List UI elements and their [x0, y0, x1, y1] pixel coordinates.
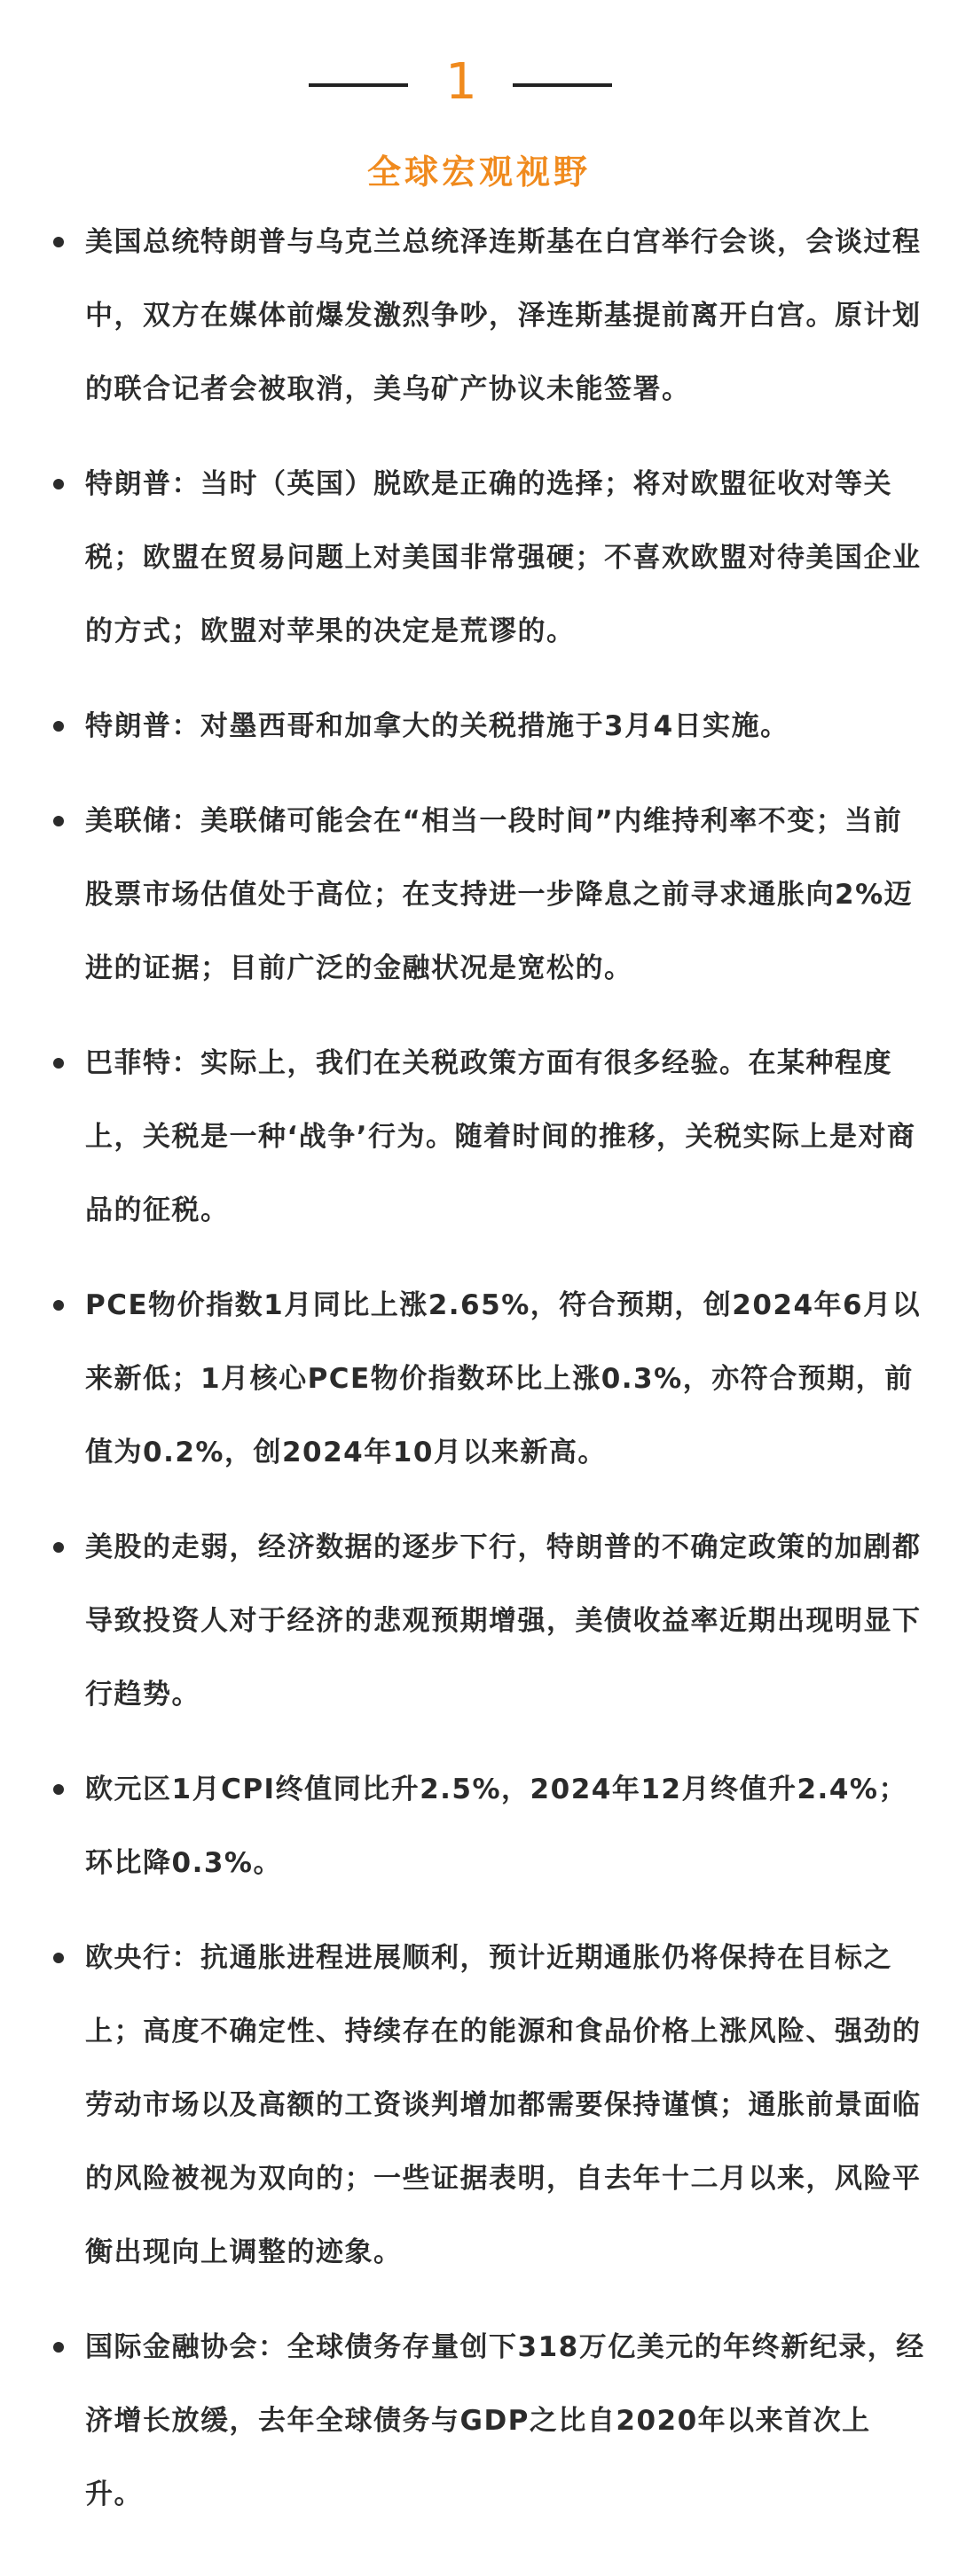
bullet-dot-icon [53, 479, 64, 489]
news-bullet-text: 特朗普：当时（英国）脱欧是正确的选择；将对欧盟征收对等关税；欧盟在贸易问题上对美国非常强硬；不喜欢欧盟对待美国企业的方式；欧盟对苹果的决定是荒谬的。 [85, 468, 922, 647]
news-bullet-item [50, 785, 928, 1006]
news-bullet-text: 特朗普：对墨西哥和加拿大的关税措施于3月4日实施。 [85, 710, 789, 742]
news-bullet-text: 美联储：美联储可能会在“相当一段时间”内维持利率不变；当前股票市场估值处于高位；在支持进一步降息之前寻求通胀向2%迈进的证据；目前广泛的金融状况是宽松的。 [85, 805, 914, 984]
news-bullet-text: PCE物价指数1月同比上涨2.65%，符合预期，创2024年6月以来新低；1月核心PCE物价指数环比上涨0.3%，亦符合预期，前值为0.2%，创2024年10月以来新高。 [85, 1289, 922, 1468]
bullet-dot-icon [53, 721, 64, 732]
news-bullet-list [50, 206, 928, 2553]
news-bullet-item [50, 1922, 928, 2290]
bullet-dot-icon [53, 1542, 64, 1553]
bullet-dot-icon [53, 816, 64, 826]
bullet-dot-icon [53, 1058, 64, 1069]
news-bullet-item [50, 448, 928, 669]
section-number: 1 [445, 53, 477, 111]
news-bullet-item [50, 1511, 928, 1732]
bullet-dot-icon [53, 1784, 64, 1795]
news-bullet-item [50, 1027, 928, 1248]
news-bullet-item [50, 206, 928, 427]
news-bullet-text: 巴菲特：实际上，我们在关税政策方面有很多经验。在某种程度上，关税是一种‘战争’行为。随着时间的推移，关税实际上是对商品的征税。 [85, 1047, 916, 1226]
news-bullet-item [50, 690, 928, 763]
bullet-dot-icon [53, 1953, 64, 1963]
section-header [0, 51, 958, 114]
news-bullet-item [50, 1753, 928, 1900]
header-rule-right [513, 83, 612, 87]
news-bullet-text: 美股的走弱，经济数据的逐步下行，特朗普的不确定政策的加剧都导致投资人对于经济的悲观预期增强，美债收益率近期出现明显下行趋势。 [85, 1531, 922, 1711]
news-bullet-text: 国际金融协会：全球债务存量创下318万亿美元的年终新纪录，经济增长放缓，去年全球债务与GDP之比自2020年以来首次上升。 [85, 2331, 925, 2510]
news-bullet-item [50, 2311, 928, 2532]
bullet-dot-icon [53, 2342, 64, 2353]
news-bullet-text: 美国总统特朗普与乌克兰总统泽连斯基在白宫举行会谈，会谈过程中，双方在媒体前爆发激烈争吵，泽连斯基提前离开白宫。原计划的联合记者会被取消，美乌矿产协议未能签署。 [85, 226, 922, 405]
news-bullet-text: 欧元区1月CPI终值同比升2.5%，2024年12月终值升2.4%；环比降0.3%。 [85, 1773, 907, 1879]
bullet-dot-icon [53, 1300, 64, 1311]
news-bullet-item [50, 1269, 928, 1490]
news-bullet-text: 欧央行：抗通胀进程进展顺利，预计近期通胀仍将保持在目标之上；高度不确定性、持续存在的能源和食品价格上涨风险、强劲的劳动市场以及高额的工资谈判增加都需要保持谨慎；通胀前景面临的风险被视为双向的；一些证据表明，自去年十二月以来，风险平衡出现向上调整的迹象。 [85, 1942, 922, 2268]
bullet-dot-icon [53, 237, 64, 247]
section-title: 全球宏观视野 [366, 153, 591, 192]
